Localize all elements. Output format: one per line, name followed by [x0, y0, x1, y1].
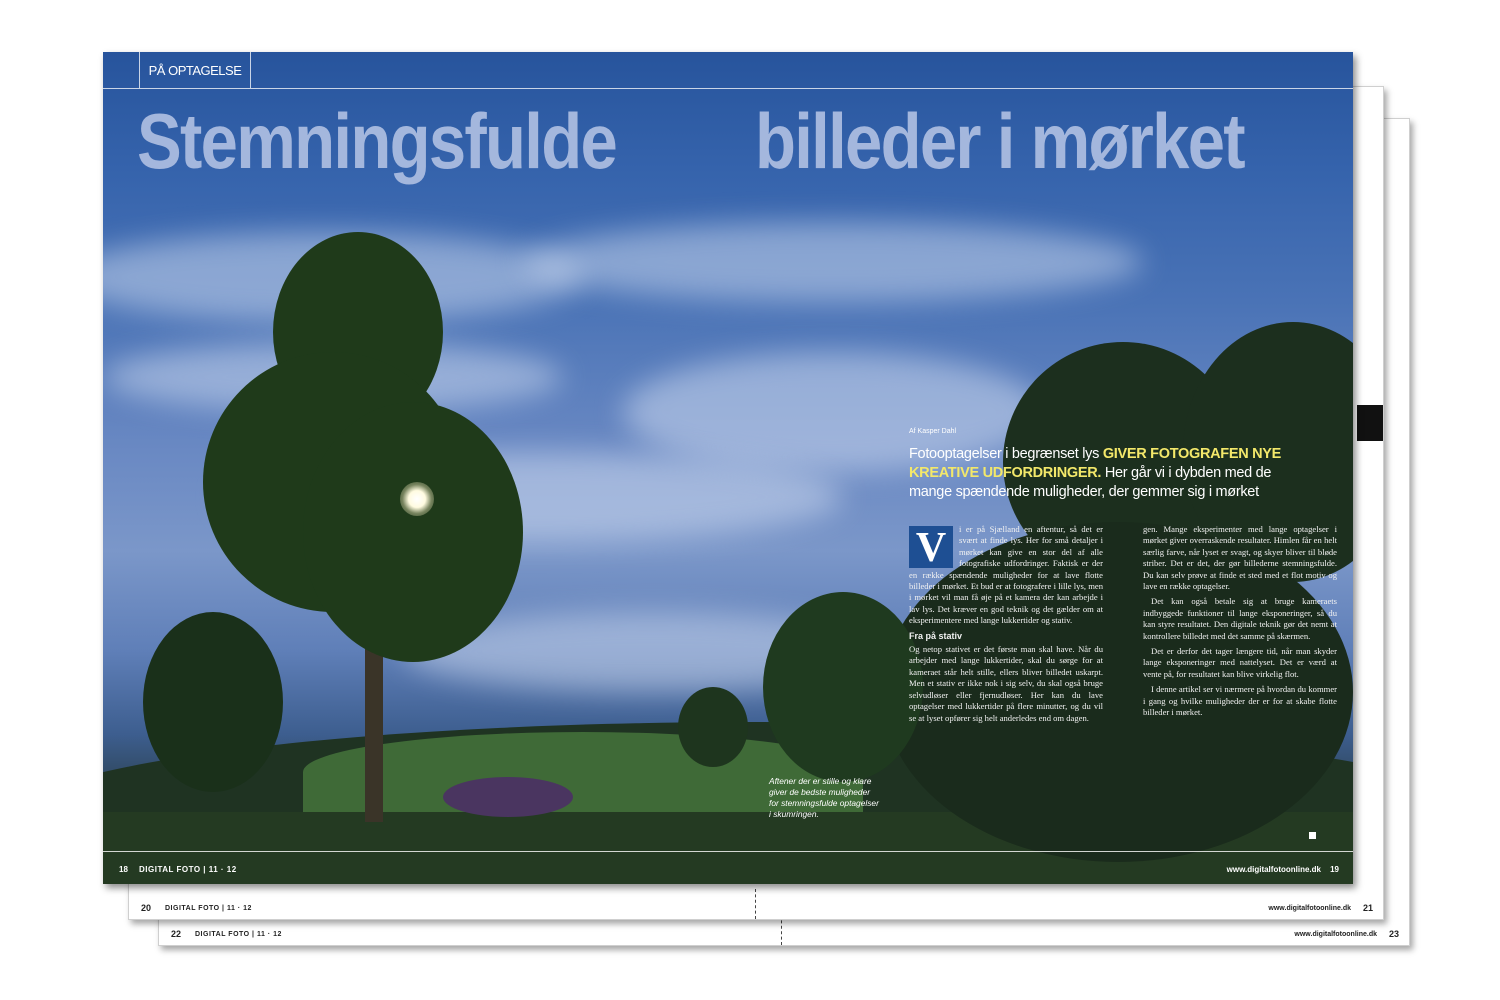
magazine-url: www.digitalfotoonline.dk [1226, 865, 1321, 874]
moon [400, 482, 434, 516]
magazine-url: www.digitalfotoonline.dk [1268, 905, 1351, 912]
magazine-name: DIGITAL FOTO | 11 · 12 [195, 931, 282, 938]
body-paragraph: Det kan også betale sig at bruge kameraets indbyggede funktioner til lange eksponeringer, så du kan styre resultatet. Den digitale teknik gør det nemt at kontrollere billedet med det samme på skærmen. [1143, 596, 1337, 641]
body-column-1 [909, 524, 1103, 844]
photo-caption: Aftener der er stille og klare giver de bedste muligheder for stemningsfulde optagelser i skumringen. [769, 776, 879, 819]
small-tree-left [143, 612, 283, 792]
body-paragraph: i er på Sjælland en aftentur, så det er svært at finde lys. Her for små detaljer i mørket kan give en stor del af alle fotografiske udfordringer. Faktisk er der en række spændende muligheder for at lave flotte billeder i mørket. Et bud er at fotografere i lille lys, men i mørket vil man få øje på et kamera der kan arbejde i lav lys. Det kræver en god teknik og det gælder om at eksperimentere med lange lukkertider og stativ. [909, 524, 1103, 626]
tree-canopy-right [763, 592, 923, 782]
body-paragraph: gen. Mange eksperimenter med lange optagelser i mørket giver overraskende resultater. Himlen får en helt særlig farve, når lyset er svagt, og skyer bliver til bløde striber. Det er det, der gør billederne stemningsfulde. Du kan selv prøve at finde et sted med et flot motiv og lave en række optagelser. [1143, 524, 1337, 592]
lead-highlight: GIVER FOTOGRAFEN NYE KREATIVE UDFORDRINGER. [909, 446, 1282, 481]
section-tab: PÅ OPTAGELSE [139, 52, 251, 88]
headline-left: Stemningsfulde [137, 97, 617, 185]
page-number-right: 19 [1330, 865, 1339, 874]
body-paragraph: Det er derfor det tager længere tid, når man skyder lange eksponeringer med nattelyset. Det er værd at vente på, for resultatet kan blive virkelig flot. [1143, 646, 1337, 679]
magazine-name: DIGITAL FOTO | 11 · 12 [139, 865, 237, 874]
tree-canopy [303, 402, 523, 662]
lead-text: Fotooptagelser i begrænset lys [909, 446, 1103, 462]
page-edge-marker [1357, 405, 1383, 441]
page-number-right: 21 [1362, 903, 1373, 913]
lead-text: Her går vi i dybden med de mange spændende muligheder, der gemmer sig i mørket [909, 465, 1272, 500]
page-footer [159, 919, 1409, 945]
headline-right: billeder i mørket [755, 97, 1244, 185]
dropcap: V [909, 526, 953, 568]
page-number-left: 20 [141, 903, 152, 913]
page-number-left: 22 [171, 929, 182, 939]
flower-bush [443, 777, 573, 817]
lead-paragraph [909, 445, 1299, 502]
magazine-name: DIGITAL FOTO | 11 · 12 [165, 905, 252, 912]
page-footer [129, 893, 1383, 919]
page-footer [103, 851, 1353, 884]
bush [678, 687, 748, 767]
body-paragraph: I denne artikel ser vi nærmere på hvordan du kommer i gang og hvilke muligheder der er for at skabe flotte billeder i mørket. [1143, 684, 1337, 718]
body-column-2 [1143, 524, 1337, 844]
page-number-right: 23 [1388, 929, 1399, 939]
magazine-url: www.digitalfotoonline.dk [1294, 931, 1377, 938]
section-bar [103, 52, 1353, 89]
page-number-left: 18 [119, 865, 128, 874]
front-page-spread [103, 52, 1353, 884]
cloud-streak [523, 222, 1143, 302]
body-paragraph: Og netop stativet er det første man skal have. Når du arbejder med lange lukkertider, skal du sørge for at kameraet står helt stille, ellers bliver billedet uskarpt. Men et stativ er ikke nok i sig selv, du skal også bruge selvudløser eller fjernudløser. Her kan du lave optagelser med lukkertider på flere minutter, og du vil se at lyset opfører sig helt anderledes end om dagen. [909, 644, 1103, 723]
article-end-mark [1309, 832, 1316, 839]
byline: Af Kasper Dahl [909, 428, 957, 435]
body-subhead: Fra på stativ [909, 630, 963, 641]
